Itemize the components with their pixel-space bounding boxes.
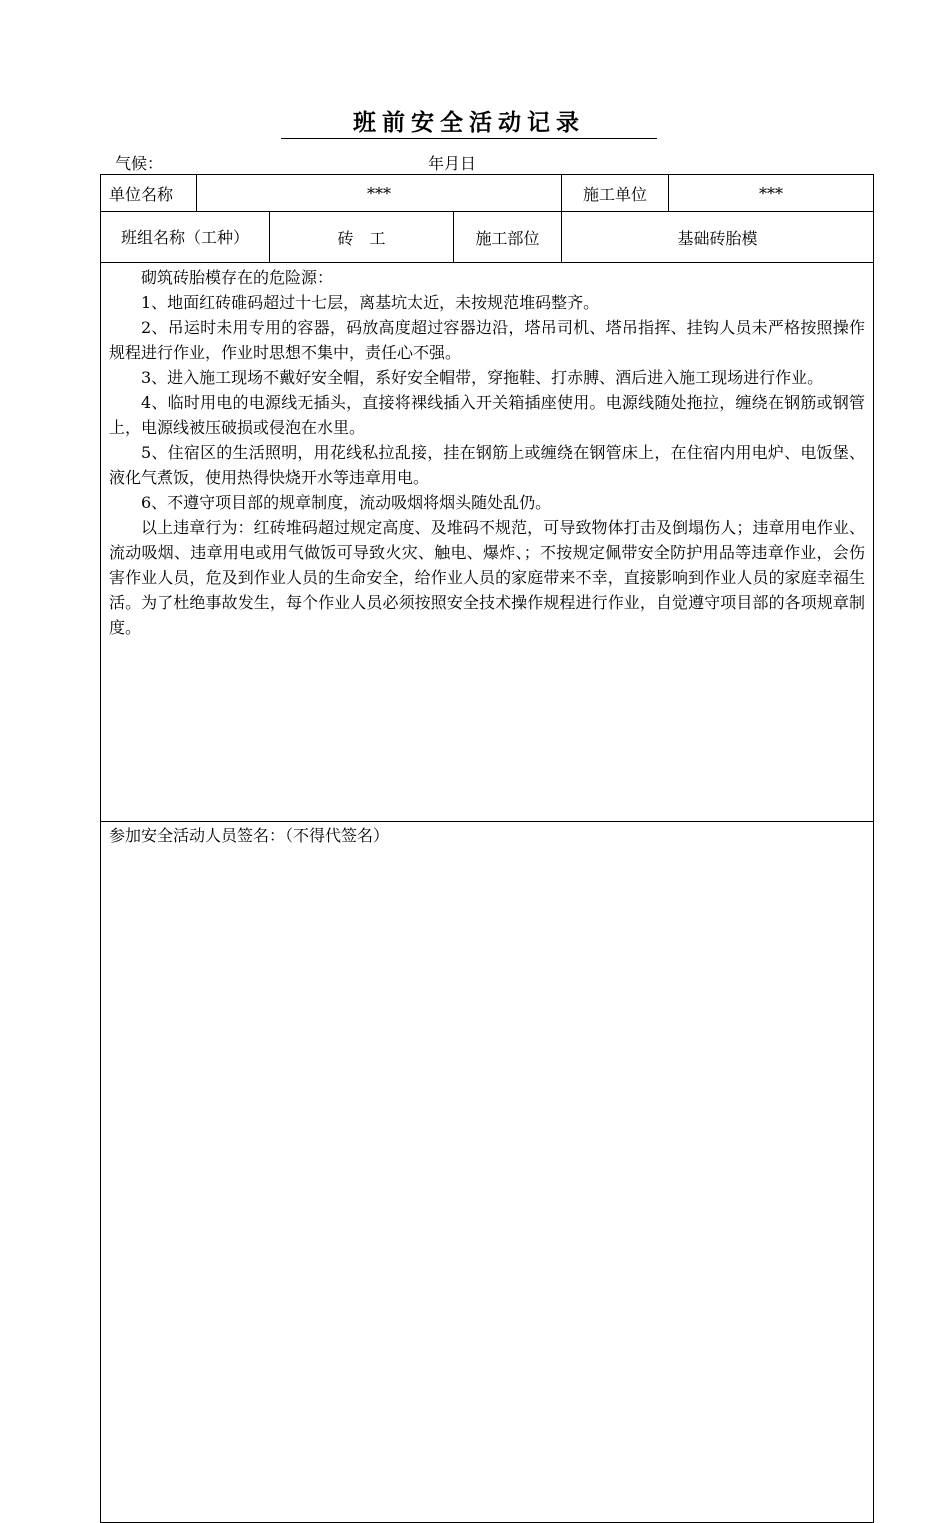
- title-underline: [281, 108, 657, 139]
- activity-record-form: [100, 174, 874, 1523]
- hazards-cell: [101, 263, 874, 822]
- form-row-unit: [101, 175, 874, 212]
- contractor-value[interactable]: ***: [669, 175, 874, 212]
- date-label: 年月日: [428, 154, 477, 173]
- hazards-conclusion: 以上违章行为：红砖堆码超过规定高度、及堆码不规范，可导致物体打击及倒塌伤人；违章用电作业、流动吸烟、违章用电或用气做饭可导致火灾、触电、爆炸、；不按规定佩带安全防护用品等违章作业，会伤害作业人员，危及到作业人员的生命安全，给作业人员的家庭带来不幸，直接影响到作业人员的家庭幸福生活。为了杜绝事故发生，每个作业人员必须按照安全技术操作规程进行作业，自觉遵守项目部的各项规章制度。: [109, 518, 866, 637]
- hazards-intro: 砌筑砖胎模存在的危险源：: [141, 268, 334, 287]
- signature-label: 参加安全活动人员签名：（不得代签名）: [109, 826, 390, 845]
- hazard-item: 1、地面红砖碓码超过十七层，离基坑太近，未按规范堆码整齐。: [141, 293, 600, 312]
- unit-name-value[interactable]: ***: [197, 175, 562, 212]
- hazard-item: 5、住宿区的生活照明，用花线私拉乱接，挂在钢筋上或缠绕在钢管床上，在住宿内用电炉、电饭堡、液化气煮饭，使用热得快烧开水等违章用电。: [109, 443, 866, 487]
- signature-area[interactable]: [101, 822, 874, 1523]
- team-name-label: 班组名称（工种）: [101, 212, 270, 263]
- form-row-signatures: [101, 822, 874, 1523]
- weather-label: 气候：: [115, 154, 164, 173]
- form-row-hazards: [101, 263, 874, 822]
- unit-name-label: 单位名称: [101, 175, 197, 212]
- contractor-label: 施工单位: [562, 175, 669, 212]
- hazard-item: 3、进入施工现场不戴好安全帽，系好安全帽带，穿拖鞋、打赤膊、酒后进入施工现场进行作业。: [141, 368, 824, 387]
- hazard-item: 2、吊运时未用专用的容器，码放高度超过容器边沿，塔吊司机、塔吊指挥、挂钩人员未严格按照操作规程进行作业，作业时思想不集中，责任心不强。: [109, 318, 866, 362]
- page-title: 班前安全活动记录: [353, 110, 585, 136]
- hazards-content: [101, 263, 873, 640]
- location-value[interactable]: 基础砖胎模: [562, 212, 874, 263]
- location-label: 施工部位: [454, 212, 562, 263]
- team-name-value[interactable]: 砖 工: [270, 212, 454, 263]
- form-row-team: [101, 212, 874, 263]
- hazard-item: 4、临时用电的电源线无插头，直接将裸线插入开关箱插座使用。电源线随处拖拉，缠绕在钢筋或钢管上，电源线被压破损或侵泡在水里。: [109, 393, 866, 437]
- hazard-item: 6、不遵守项目部的规章制度，流动吸烟将烟头随处乱仍。: [141, 493, 552, 512]
